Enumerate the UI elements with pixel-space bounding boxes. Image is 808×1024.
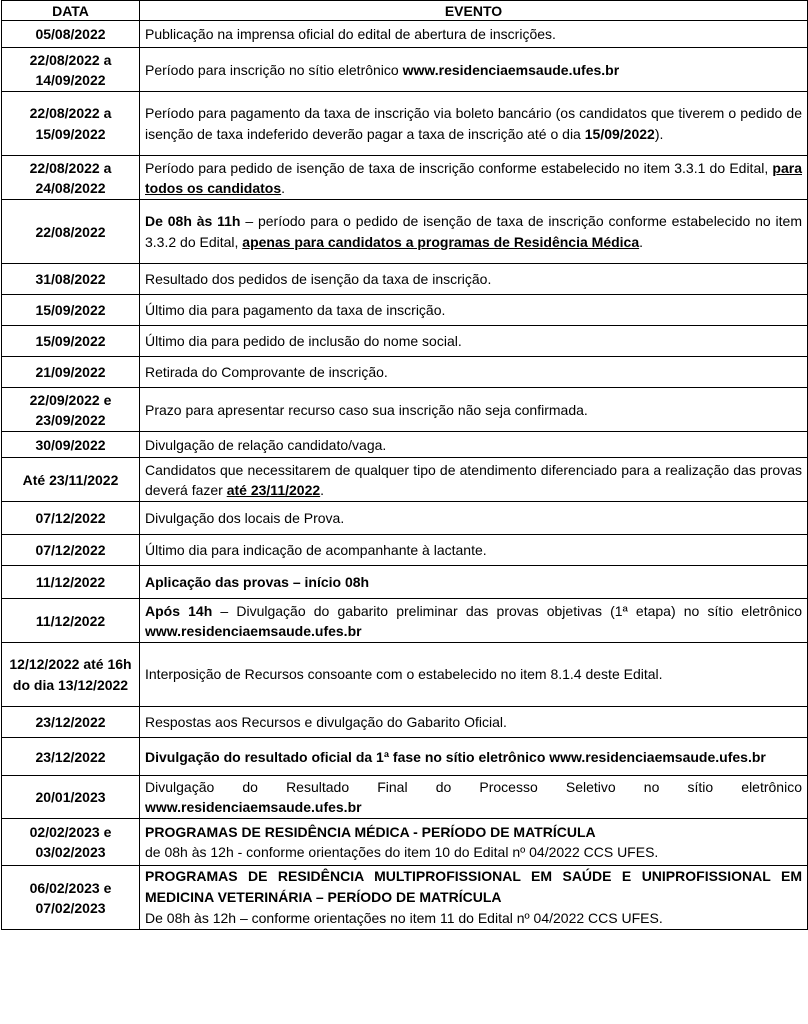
event-text: . [320,481,325,498]
event-column-header: EVENTO [140,1,808,21]
event-text: www.residenciaemsaude.ufes.br [145,622,362,639]
table-row [2,599,808,643]
date-cell: 15/09/2022 [2,326,140,357]
date-cell: Até 23/11/2022 [2,458,140,502]
date-cell: 22/08/2022 a 15/09/2022 [2,92,140,156]
date-cell: 12/12/2022 até 16h do dia 13/12/2022 [2,643,140,707]
table-row [2,156,808,200]
event-cell [140,707,808,738]
event-text: apenas para candidatos a programas de Residência Médica [242,233,640,250]
date-cell: 05/08/2022 [2,21,140,48]
event-text: Respostas aos Recursos e divulgação do Gabarito Oficial. [145,714,507,730]
date-cell: 07/12/2022 [2,535,140,566]
event-cell [140,738,808,776]
table-row [2,295,808,326]
date-cell: 30/09/2022 [2,432,140,458]
event-text: Divulgação dos locais de Prova. [145,510,345,526]
table-row [2,566,808,599]
date-cell: 22/09/2022 e 23/09/2022 [2,388,140,432]
event-text: Período para pedido de isenção de taxa de inscrição conforme estabelecido no item 3.3.1 do Edital, [145,159,773,176]
table-row [2,819,808,866]
event-text: para todos os candidatos [145,159,802,196]
event-cell [140,326,808,357]
event-text: 15/09/2022 [584,125,655,142]
date-cell: 22/08/2022 a 24/08/2022 [2,156,140,200]
event-text: Interposição de Recursos consoante com o estabelecido no item 8.1.4 deste Edital. [145,666,663,682]
event-text: . [639,233,644,250]
event-text: Último dia para pedido de inclusão do nome social. [145,333,462,349]
event-cell [140,48,808,92]
event-text: Prazo para apresentar recurso caso sua inscrição não seja confirmada. [145,401,588,418]
table-row [2,92,808,156]
table-row [2,643,808,707]
table-row [2,738,808,776]
event-text: Período para inscrição no sítio eletrônico [145,61,403,78]
event-text: Divulgação de relação candidato/vaga. [145,436,387,453]
event-text: Divulgação do Resultado Final do Processo Seletivo no sítio eletrônico [145,779,802,795]
event-cell [140,432,808,458]
table-row [2,502,808,535]
event-cell [140,21,808,48]
event-text: Retirada do Comprovante de inscrição. [145,364,388,380]
table-row [2,200,808,264]
table-row [2,432,808,458]
event-cell [140,264,808,295]
date-cell: 02/02/2023 e 03/02/2023 [2,819,140,866]
date-cell: 11/12/2022 [2,599,140,643]
date-cell: 20/01/2023 [2,776,140,819]
table-row [2,776,808,819]
table-row [2,326,808,357]
event-text: até 23/11/2022 [226,481,321,498]
date-cell: 21/09/2022 [2,357,140,388]
date-cell: 11/12/2022 [2,566,140,599]
table-row [2,264,808,295]
table-row [2,707,808,738]
date-cell: 23/12/2022 [2,707,140,738]
event-text: www.residenciaemsaude.ufes.br [145,799,362,815]
table-row [2,866,808,930]
event-text: ). [654,125,664,142]
event-cell [140,599,808,643]
date-cell: 15/09/2022 [2,295,140,326]
event-cell [140,92,808,156]
event-cell [140,866,808,930]
event-cell [140,458,808,502]
event-text: . [281,179,286,196]
event-text: Divulgação do resultado oficial da 1ª fase no sítio eletrônico www.residenciaemsaude.ufes.br [145,748,766,765]
table-row [2,388,808,432]
date-cell: 07/12/2022 [2,502,140,535]
schedule-table [1,0,808,930]
table-header-row [2,1,808,21]
event-text: Período para pagamento da taxa de inscrição via boleto bancário (os candidatos que tiverem o pedido de isenção de taxa indeferido deverão pagar a taxa de inscrição até o dia [145,104,802,142]
event-cell [140,502,808,535]
event-cell [140,566,808,599]
event-text: Aplicação das provas – início 08h [145,574,370,590]
event-cell [140,776,808,819]
event-cell [140,295,808,326]
event-text: Último dia para indicação de acompanhante à lactante. [145,542,487,558]
event-text: Após 14h [145,602,213,619]
event-cell [140,535,808,566]
event-text: De 08h às 12h – conforme orientações no item 11 do Edital nº 04/2022 CCS UFES. [145,910,663,926]
date-cell: 23/12/2022 [2,738,140,776]
event-text: www.residenciaemsaude.ufes.br [402,61,620,78]
date-column-header: DATA [2,1,140,21]
event-text: Último dia para pagamento da taxa de inscrição. [145,302,446,318]
date-cell: 22/08/2022 [2,200,140,264]
event-text: – período para o pedido de isenção de taxa de inscrição conforme estabelecido no item 3.3.2 do Edital, [145,212,802,250]
event-text: Resultado dos pedidos de isenção da taxa de inscrição. [145,271,492,287]
event-text: De 08h às 11h [145,212,241,229]
event-cell [140,200,808,264]
event-text: Candidatos que necessitarem de qualquer tipo de atendimento diferenciado para a realização das provas deverá fazer [145,461,802,498]
date-cell: 06/02/2023 e 07/02/2023 [2,866,140,930]
event-text: – Divulgação do gabarito preliminar das provas objetivas (1ª etapa) no sítio eletrônico [212,602,802,619]
event-cell [140,643,808,707]
event-cell [140,357,808,388]
event-text: Publicação na imprensa oficial do edital de abertura de inscrições. [145,26,556,42]
event-cell [140,388,808,432]
date-cell: 31/08/2022 [2,264,140,295]
table-row [2,21,808,48]
event-text: PROGRAMAS DE RESIDÊNCIA MÉDICA - PERÍODO DE MATRÍCULA [145,824,596,840]
event-text: de 08h às 12h - conforme orientações do item 10 do Edital nº 04/2022 CCS UFES. [145,844,659,860]
table-row [2,535,808,566]
table-row [2,458,808,502]
table-row [2,48,808,92]
event-cell [140,156,808,200]
event-cell [140,819,808,866]
event-text: PROGRAMAS DE RESIDÊNCIA MULTIPROFISSIONAL EM SAÚDE E UNIPROFISSIONAL EM MEDICINA VETERINÁRIA – PERÍODO DE MATRÍCULA [145,868,802,905]
date-cell: 22/08/2022 a 14/09/2022 [2,48,140,92]
table-row [2,357,808,388]
